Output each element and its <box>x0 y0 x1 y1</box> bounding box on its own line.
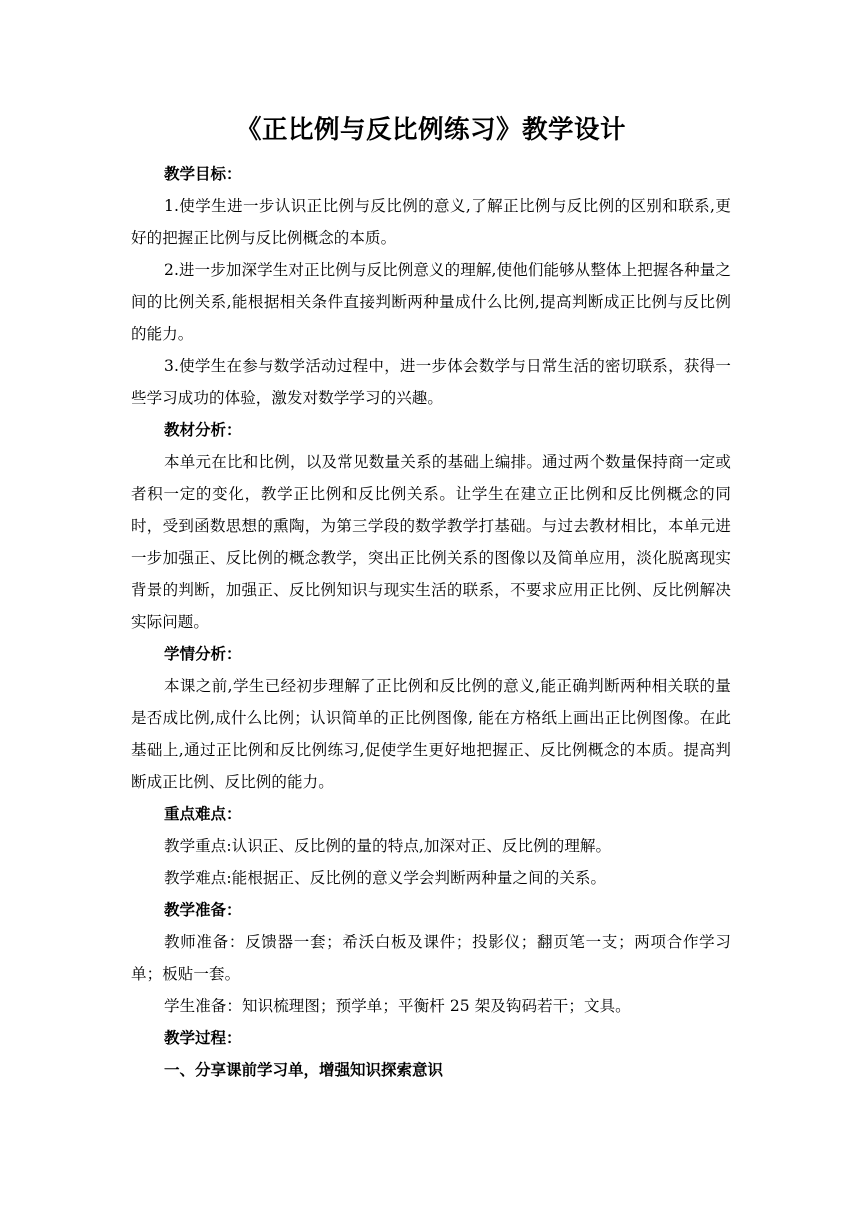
goal-paragraph-2: 2.进一步加深学生对正比例与反比例意义的理解,使他们能够从整体上把握各种量之间的比例关系,能根据相关条件直接判断两种量成什么比例,提高判断成正比例与反比例的能力。 <box>131 261 731 343</box>
goal-paragraph-1: 1.使学生进一步认识正比例与反比例的意义,了解正比例与反比例的区别和联系,更好的把握正比例与反比例概念的本质。 <box>131 197 731 247</box>
learner-heading: 学情分析： <box>164 645 242 663</box>
goal-paragraph-3: 3.使学生在参与数学活动过程中，进一步体会数学与日常生活的密切联系，获得一些学习成功的体验，激发对数学学习的兴趣。 <box>131 357 731 407</box>
goals-heading: 教学目标： <box>164 165 242 183</box>
step-1-heading: 一、分享课前学习单，增强知识探索意识 <box>164 1061 444 1079</box>
key-point-paragraph: 教学重点:认识正、反比例的量的特点,加深对正、反比例的理解。 <box>164 837 612 855</box>
prep-heading: 教学准备： <box>164 901 242 919</box>
process-heading: 教学过程： <box>164 1029 242 1047</box>
key-heading: 重点难点： <box>164 805 242 823</box>
difficulty-paragraph: 教学难点:能根据正、反比例的意义学会判断两种量之间的关系。 <box>164 869 607 887</box>
document-title: 《正比例与反比例练习》教学设计 <box>235 115 626 145</box>
student-prep-paragraph: 学生准备：知识梳理图；预学单；平衡杆 25 架及钩码若干；文具。 <box>164 997 631 1015</box>
material-heading: 教材分析： <box>164 421 242 439</box>
teacher-prep-paragraph: 教师准备：反馈器一套；希沃白板及课件；投影仪；翻页笔一支；两项合作学习单；板贴一套。 <box>131 933 731 983</box>
learner-paragraph: 本课之前,学生已经初步理解了正比例和反比例的意义,能正确判断两种相关联的量是否成比例,成什么比例；认识简单的正比例图像, 能在方格纸上画出正比例图像。在此基础上,通过正比例和反比例练习,促使学生更好地把握正、反比例概念的本质。提高判断成正比例、反比例的能力。 <box>131 677 731 791</box>
material-paragraph: 本单元在比和比例，以及常见数量关系的基础上编排。通过两个数量保持商一定或者积一定的变化，教学正比例和反比例关系。让学生在建立正比例和反比例概念的同时，受到函数思想的熏陶，为第三学段的数学教学打基础。与过去教材相比，本单元进一步加强正、反比例的概念教学，突出正比例关系的图像以及简单应用，淡化脱离现实背景的判断，加强正、反比例知识与现实生活的联系，不要求应用正比例、反比例解决实际问题。 <box>131 453 731 631</box>
